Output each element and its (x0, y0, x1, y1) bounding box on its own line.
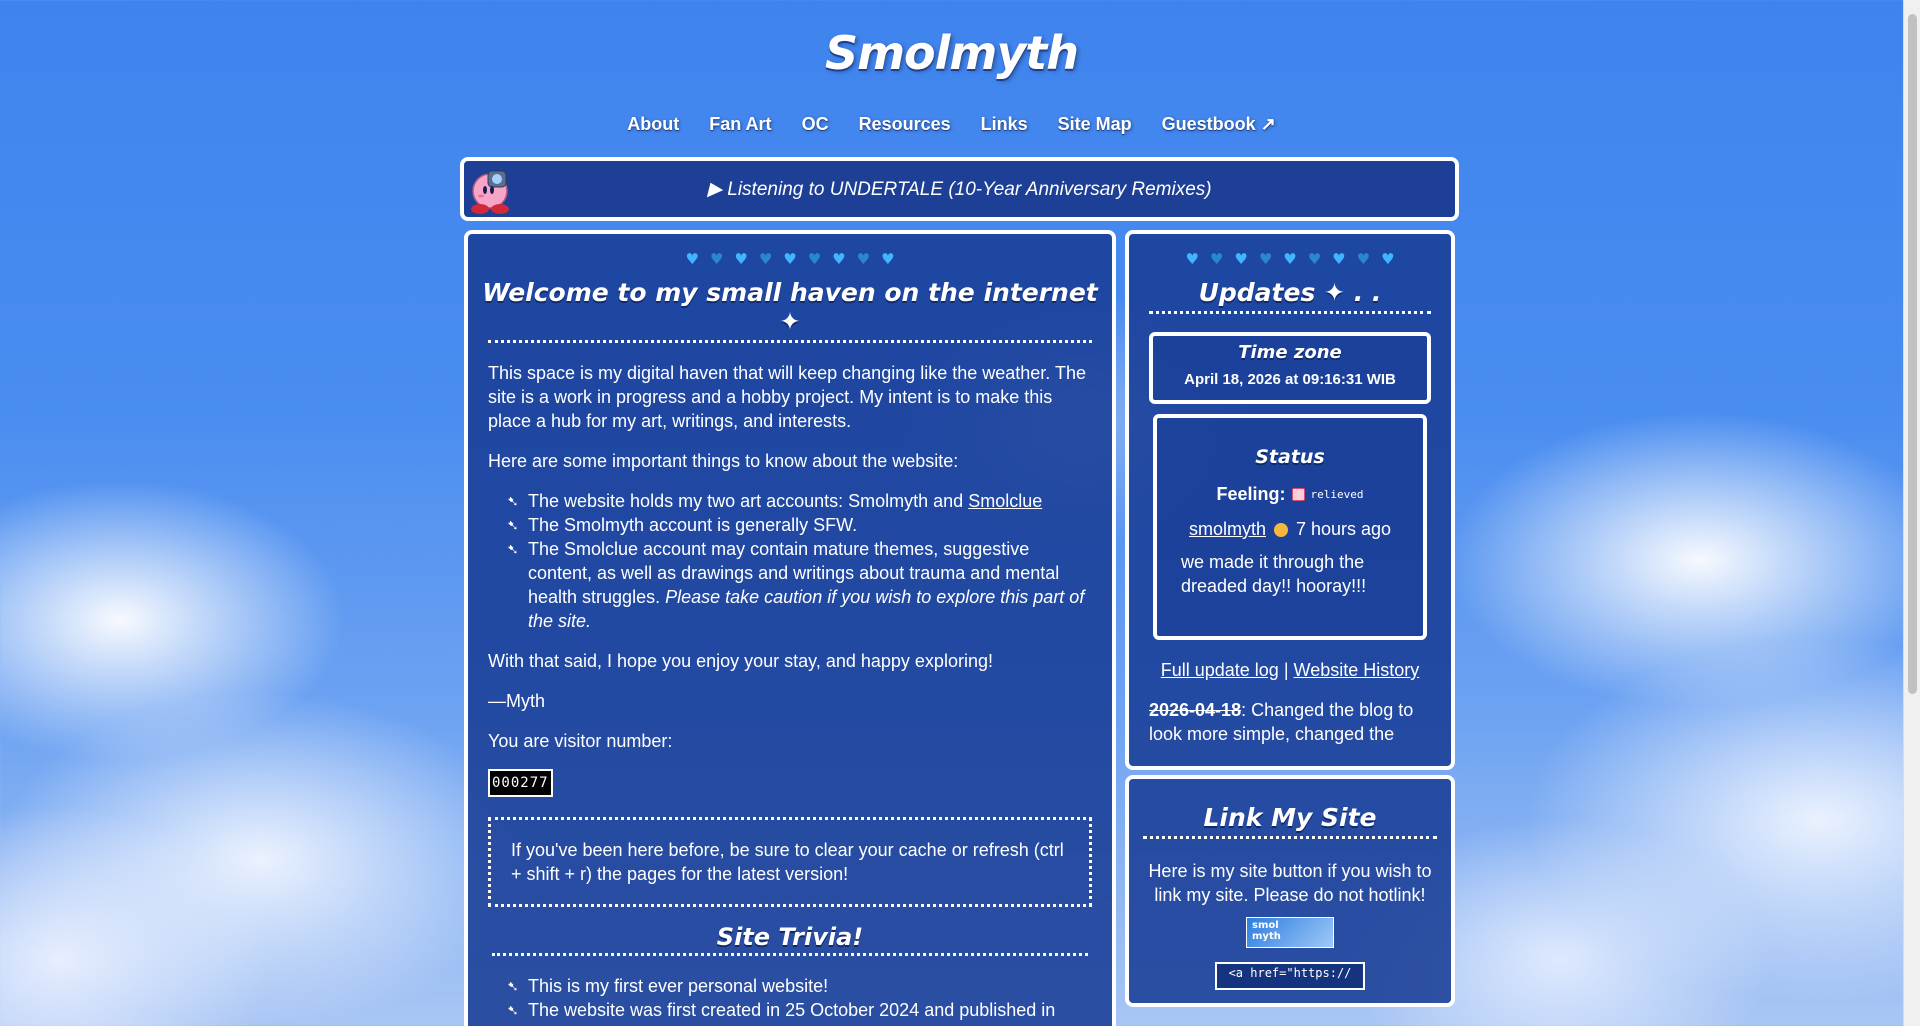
heart-icon: ♥ (1332, 250, 1346, 268)
cache-notice (488, 817, 1092, 907)
pin-bullet-icon: ➷ (507, 493, 519, 509)
pin-bullet-icon: ➷ (507, 541, 519, 557)
timezone-value: April 18, 2026 at 09:16:31 WIB (1184, 371, 1396, 388)
page-scrollbar[interactable] (1903, 0, 1920, 1026)
list-item: ➷ The website was first created in 25 October 2024 and published in (507, 1000, 1056, 1020)
heart-icon: ♥ (881, 250, 895, 268)
site-title: Smolmyth (824, 26, 1079, 80)
nav-fan-art[interactable]: Fan Art (709, 114, 772, 134)
heart-icon: ♥ (685, 250, 699, 268)
welcome-panel (464, 230, 1116, 1026)
update-entry-date: 2026-04-18 (1149, 700, 1242, 720)
status-user-link[interactable]: smolmyth (1188, 519, 1266, 539)
heart-icon: ♥ (1307, 250, 1322, 268)
website-history-link[interactable]: Website History (1293, 660, 1420, 680)
link-site-text: Here is my site button if you wish to link my site. Please do not hotlink! (1148, 861, 1432, 905)
list-item: ➷ The website holds my two art accounts: Smolmyth and Smolclue (507, 491, 1043, 511)
trivia-heading: Site Trivia! (716, 923, 864, 951)
pin-bullet-icon: ➷ (507, 517, 519, 533)
update-entry-text: : Changed the blog to look more simple, changed the (1149, 700, 1414, 744)
scrollbar-thumb[interactable] (1908, 14, 1917, 694)
main-nav (0, 114, 1903, 135)
feeling-value: relieved (1310, 488, 1364, 501)
heart-icon: ♥ (1381, 250, 1395, 268)
site-button-image[interactable] (1246, 917, 1334, 948)
status-message: we made it through the dreaded day!! hooray!!! (1181, 552, 1367, 596)
link-site-divider (1143, 836, 1437, 839)
heart-icon: ♥ (856, 250, 871, 268)
heart-icon: ♥ (1258, 250, 1273, 268)
nav-about[interactable]: About (627, 114, 680, 134)
hearts-divider (468, 250, 1112, 268)
full-update-log-link[interactable]: Full update log (1160, 660, 1279, 680)
heart-icon: ♥ (734, 250, 748, 268)
nav-site-map[interactable]: Site Map (1057, 114, 1132, 134)
heart-icon: ♥ (832, 250, 846, 268)
heart-icon: ♥ (1356, 250, 1371, 268)
status-title: Status (1255, 446, 1325, 468)
status-time: 7 hours ago (1295, 519, 1392, 539)
welcome-heading: Welcome to my small haven on the internet ✦ (482, 278, 1098, 336)
trivia-divider (492, 953, 1088, 956)
timezone-box (1149, 332, 1431, 404)
list-item: ➷ The Smolmyth account is generally SFW. (507, 515, 858, 535)
kirby-avatar-icon (468, 165, 512, 215)
updates-heading: Updates ✦ . . (1198, 278, 1382, 307)
welcome-outro: With that said, I hope you enjoy your stay, and happy exploring! (488, 651, 993, 671)
link-site-heading: Link My Site (1203, 803, 1377, 832)
nav-guestbook[interactable]: Guestbook ↗ (1161, 114, 1276, 134)
heart-icon: ♥ (1234, 250, 1248, 268)
heart-icon: ♥ (1283, 250, 1297, 268)
site-button-text: smol myth (1252, 920, 1281, 942)
heart-icon: ♥ (1209, 250, 1224, 268)
link-site-panel (1125, 775, 1455, 1007)
nav-resources[interactable]: Resources (858, 114, 951, 134)
nav-oc[interactable]: OC (801, 114, 829, 134)
link-separator: | (1283, 660, 1289, 680)
update-entry (1149, 698, 1431, 746)
feeling-label: Feeling: (1216, 484, 1286, 504)
embed-code-box[interactable]: <a href="https:// (1215, 962, 1365, 990)
relieved-face-icon (1292, 488, 1305, 501)
list-item: ➷ This is my first ever personal website! (507, 976, 829, 996)
heart-icon: ♥ (807, 250, 822, 268)
updates-panel (1125, 230, 1455, 770)
visitor-counter: 000277 (488, 769, 553, 797)
now-playing-text: ▶ Listening to UNDERTALE (10-Year Anniversary Remixes) (707, 178, 1212, 200)
trivia-list (488, 974, 1092, 1022)
cache-notice-text: If you've been here before, be sure to clear your cache or refresh (ctrl + shift + r) the pages for the latest version! (511, 840, 1064, 884)
smolclue-link[interactable]: Smolclue (968, 491, 1043, 511)
pin-bullet-icon: ➷ (507, 978, 519, 994)
heart-icon: ♥ (1185, 250, 1199, 268)
welcome-things-intro: Here are some important things to know about the website: (488, 451, 959, 471)
welcome-intro: This space is my digital haven that will keep changing like the weather. The site is a work in progress and a hobby project. My intent is to make this place a hub for my art, writings, and interests. (488, 363, 1086, 431)
list-item: ➷ The Smolclue account may contain mature themes, suggestive content, as well as drawings and writings about trauma and mental health struggles. Please take caution if you wish to explore this part of the site. (507, 539, 1085, 631)
now-playing-bar (460, 157, 1459, 221)
hearts-divider (1129, 250, 1451, 268)
heart-icon: ♥ (709, 250, 724, 268)
heart-icon: ♥ (758, 250, 773, 268)
nav-links[interactable]: Links (980, 114, 1028, 134)
pin-bullet-icon: ➷ (507, 1002, 519, 1018)
updates-divider (1149, 311, 1431, 314)
mood-emoji-icon (1274, 523, 1288, 537)
timezone-title: Time zone (1238, 342, 1342, 363)
heart-icon: ♥ (783, 250, 797, 268)
signature: —Myth (488, 691, 546, 711)
important-list (488, 489, 1092, 633)
visitor-label: You are visitor number: (488, 731, 673, 751)
status-box (1153, 414, 1427, 640)
